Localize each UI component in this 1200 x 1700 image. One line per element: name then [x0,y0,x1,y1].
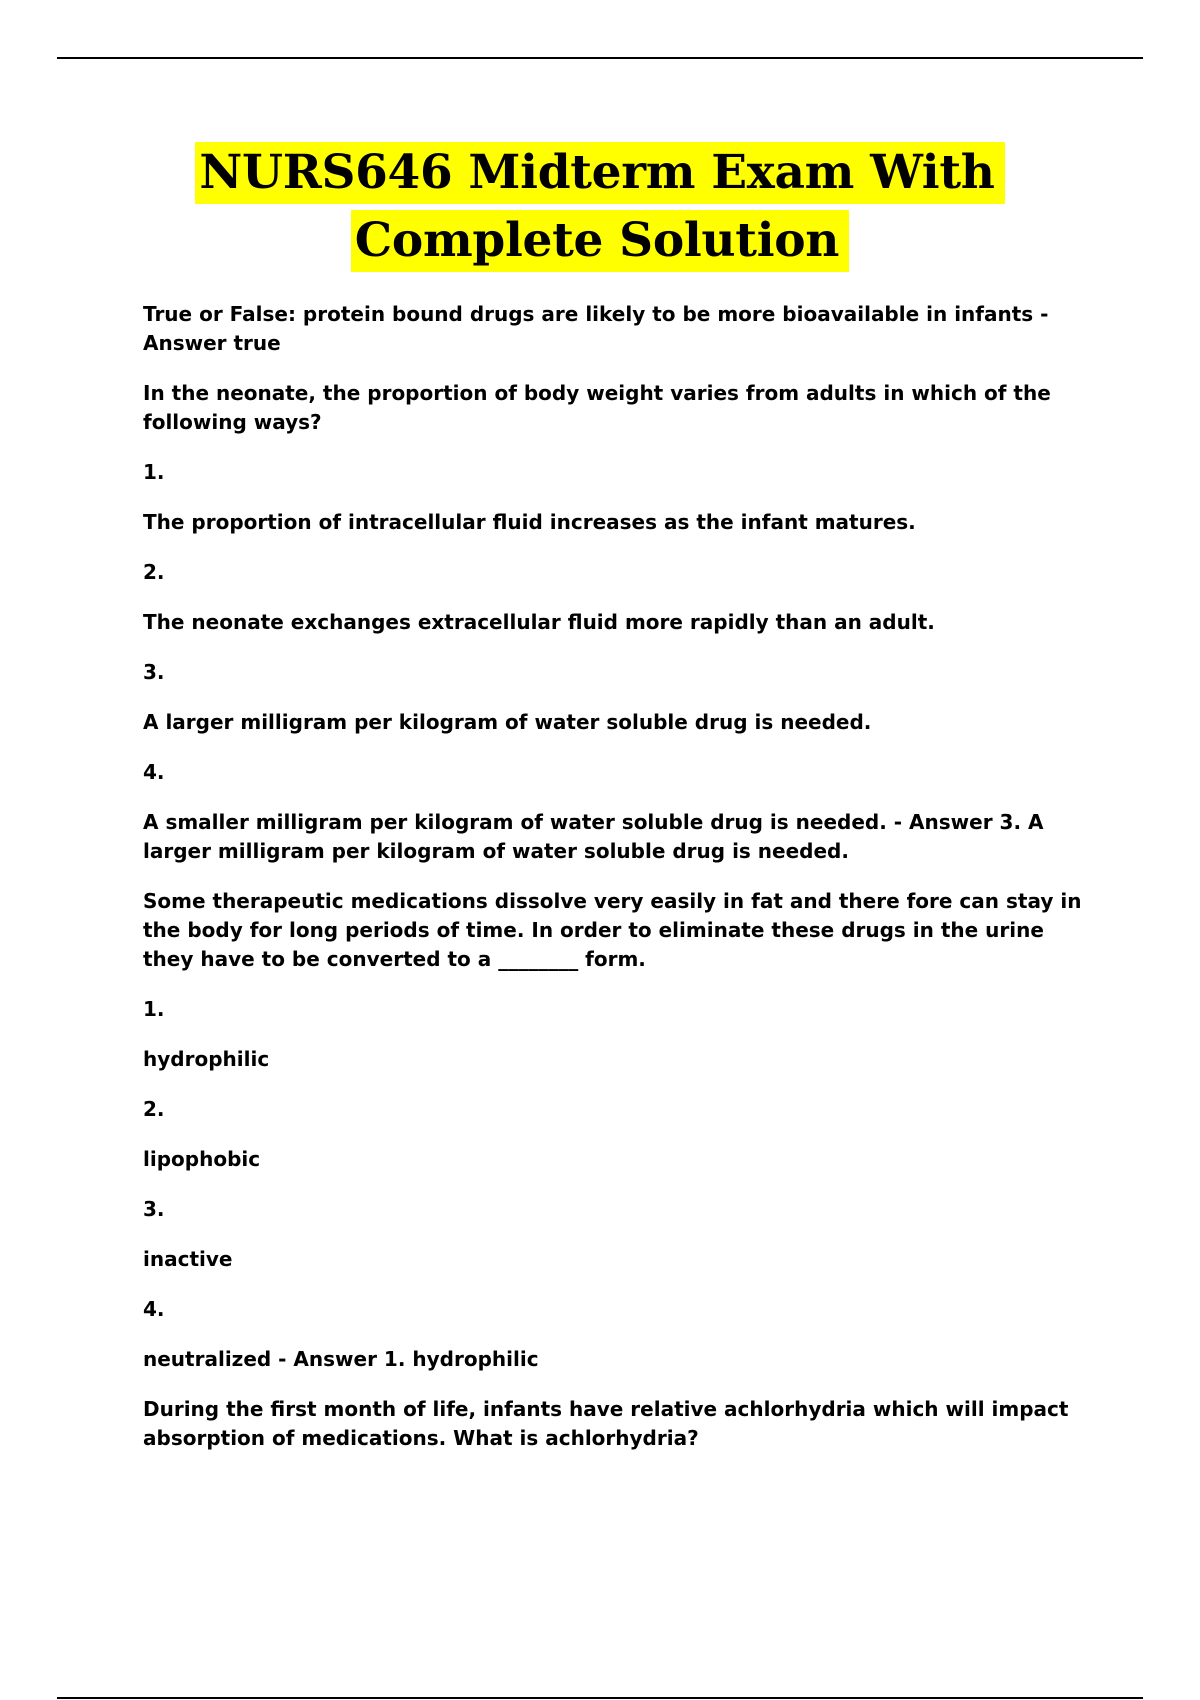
option-text-with-answer: A smaller milligram per kilogram of water soluble drug is needed. - Answer 3. A larger milligram per kilogram of water soluble drug is needed. [143,810,1044,863]
title-line-2: Complete Solution [351,210,849,272]
option-number: 4. [143,760,165,784]
option-text: inactive [143,1247,233,1271]
option-number: 4. [143,1297,165,1321]
question-1: True or False: protein bound drugs are likely to be more bioavailable in infants - Answer true [143,302,1049,355]
question-2: In the neonate, the proportion of body weight varies from adults in which of the following ways? [143,381,1051,434]
bottom-rule [57,1697,1143,1699]
question-4: During the first month of life, infants have relative achlorhydria which will impact absorption of medications. What is achlorhydria? [143,1397,1069,1450]
option-text-with-answer: neutralized - Answer 1. hydrophilic [143,1347,539,1371]
option-text: hydrophilic [143,1047,270,1071]
option-text: The neonate exchanges extracellular fluid more rapidly than an adult. [143,610,935,634]
option-number: 2. [143,560,165,584]
option-text: The proportion of intracellular fluid increases as the infant matures. [143,510,916,534]
top-rule [57,57,1143,59]
option-text: A larger milligram per kilogram of water soluble drug is needed. [143,710,872,734]
option-number: 1. [143,460,165,484]
title-line-1: NURS646 Midterm Exam With [195,142,1004,204]
option-number: 3. [143,1197,165,1221]
option-text: lipophobic [143,1147,261,1171]
option-number: 2. [143,1097,165,1121]
option-number: 3. [143,660,165,684]
document-title [0,142,1200,278]
document-body [143,300,1093,1474]
option-number: 1. [143,997,165,1021]
question-3: Some therapeutic medications dissolve very easily in fat and there fore can stay in the body for long periods of time. In order to eliminate these drugs in the urine they have to be converted to a ________ form. [143,889,1082,971]
